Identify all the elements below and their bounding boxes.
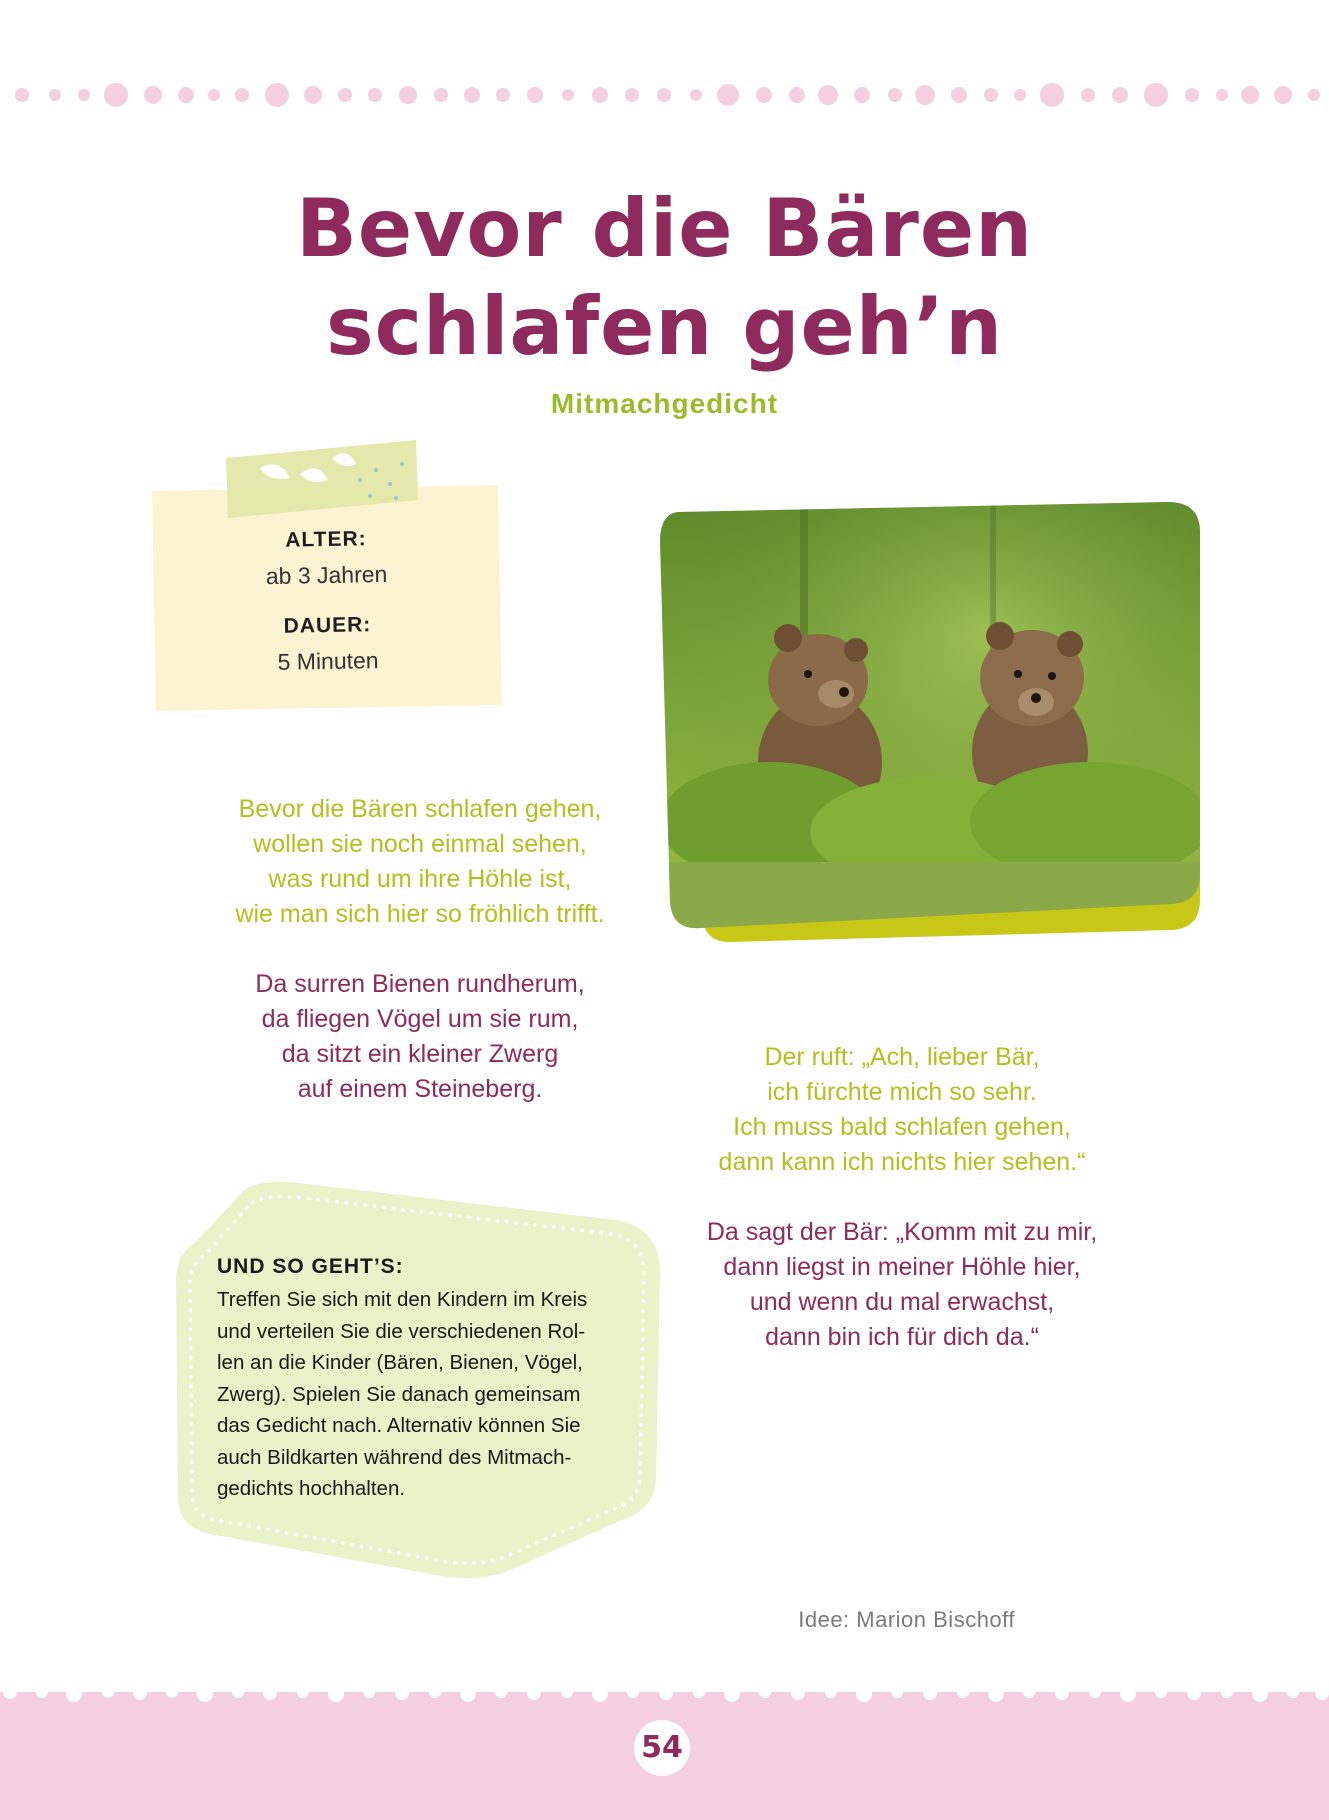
poem-line: Da surren Bienen rundherum, [255, 970, 585, 998]
poem-line: ich fürchte mich so sehr. [767, 1078, 1037, 1106]
age-label: ALTER: [285, 527, 367, 552]
howto-line: gedichts hochhalten. [217, 1477, 406, 1500]
poem-line: dann bin ich für dich da.“ [765, 1323, 1039, 1351]
bear-photo [660, 502, 1200, 942]
tape-decoration [220, 440, 420, 518]
duration-label: DAUER: [283, 613, 372, 638]
poem-line: was rund um ihre Höhle ist, [268, 865, 572, 893]
poem-stanza-1 [200, 792, 640, 932]
poem-line: da sitzt ein kleiner Zwerg [281, 1040, 559, 1068]
howto-text [217, 1284, 637, 1505]
poem-line: Der ruft: „Ach, lieber Bär, [764, 1043, 1040, 1071]
page-title [0, 180, 1329, 376]
top-dot-border [0, 78, 1329, 112]
poem-stanza-3 [682, 1040, 1122, 1180]
poem-line: dann kann ich nichts hier sehen.“ [718, 1148, 1086, 1176]
howto-line: Treffen Sie sich mit den Kindern im Kreis [217, 1288, 588, 1311]
poem-line: dann liegst in meiner Höhle hier, [723, 1253, 1081, 1281]
subtitle: Mitmachgedicht [550, 388, 779, 419]
title-line-1: Bevor die Bären [295, 182, 1034, 275]
poem-line: Da sagt der Bär: „Komm mit zu mir, [706, 1218, 1098, 1246]
howto-line: len an die Kinder (Bären, Bienen, Vögel, [217, 1351, 583, 1374]
poem-line: auf einem Steineberg. [297, 1075, 543, 1103]
howto-line: auch Bildkarten während des Mitmach- [217, 1445, 572, 1469]
info-card [152, 485, 502, 711]
poem-line: da fliegen Vögel um sie rum, [261, 1005, 579, 1033]
poem-line: Ich muss bald schlafen gehen, [733, 1113, 1071, 1141]
credit: Idee: Marion Bischoff [798, 1607, 1015, 1632]
poem-stanza-4 [682, 1215, 1122, 1355]
age-value: ab 3 Jahren [265, 560, 388, 590]
poem-line: und wenn du mal erwachst, [749, 1288, 1055, 1316]
howto-line: das Gedicht nach. Alternativ können Sie [217, 1414, 581, 1437]
poem-line: wie man sich hier so fröhlich trifft. [235, 900, 605, 928]
poem-line: Bevor die Bären schlafen gehen, [238, 795, 602, 823]
howto-line: Zwerg). Spielen Sie danach gemeinsam [217, 1382, 581, 1406]
duration-value: 5 Minuten [277, 647, 379, 675]
page-number: 54 [634, 1720, 690, 1776]
poem-stanza-2 [200, 967, 640, 1107]
howto-line: und verteilen Sie die verschiedenen Rol- [217, 1319, 586, 1343]
poem-line: wollen sie noch einmal sehen, [253, 830, 587, 858]
howto-title: UND SO GEHT’S: [217, 1255, 404, 1278]
title-line-2: schlafen geh’n [325, 280, 1004, 373]
